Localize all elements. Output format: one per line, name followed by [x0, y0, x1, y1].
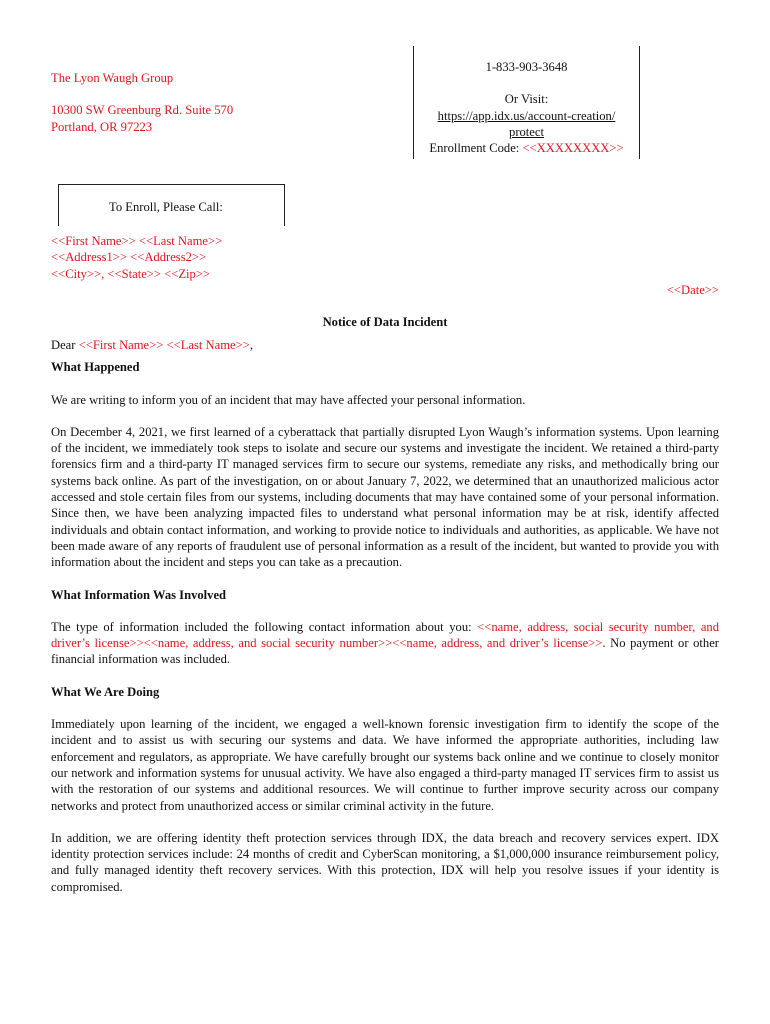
enrollment-info-box: [413, 46, 640, 159]
recipient-name: <<First Name>> <<Last Name>>: [51, 234, 223, 248]
recipient-city-state-zip: <<City>>, <<State>> <<Zip>>: [51, 266, 211, 281]
paragraph: On December 4, 2021, we first learned of a cyberattack that partially disrupted Lyon Waugh’s information systems. Upon learning of the incident, we immediately took steps to isolate and secure our systems and investigate the incident. We retained a third-party forensics firm and a third-party IT managed services firm to secure our systems, remediate any risks, and methodically bring our systems back online. As part of the investigation, on or about January 7, 2022, we determined that an unauthorized malicious actor accessed and stole certain files from our systems, including documents that may have contained some of your personal information. Since then, we have been analyzing impacted files to understand what personal information may be at risk, identify affected individuals and obtain contact information, and working to provide notice to individuals and authorities, as applicable. We have not been made aware of any reports of fraudulent use of personal information as a result of the incident, but wanted to provide you with information about the incident and steps you can take as a precaution.: [51, 424, 719, 570]
enroll-visit-label: Or Visit:: [504, 92, 549, 107]
sender-address-line2: Portland, OR 97223: [51, 119, 153, 134]
enroll-call-label: To Enroll, Please Call:: [109, 200, 223, 214]
heading-what-we-are-doing: What We Are Doing: [51, 684, 160, 699]
sender-address-line1: 10300 SW Greenburg Rd. Suite 570: [51, 103, 234, 118]
paragraph: Immediately upon learning of the incident, we engaged a well-known forensic investigation firm to identify the scope of the incident and to assist us with securing our systems and data. We have informed the appropriate authorities, including law enforcement and regulators, as appropriate. We have carefully brought our systems back online and we continue to closely monitor our network and information systems for unusual activity. We have also engaged a third-party managed IT services firm to assist us with the restoration of our systems and additional resources. We will continue to further improve security across our company networks and protect from unauthorized access or similar criminal activity in the future.: [51, 717, 719, 813]
letter-title: Notice of Data Incident: [322, 315, 448, 329]
sender-block: [51, 70, 233, 135]
letter-body: [51, 337, 719, 895]
enroll-phone: 1-833-903-3648: [485, 60, 568, 74]
letter-date: <<Date>>: [666, 283, 719, 297]
recipient-address-line: <<Address1>> <<Address2>>: [51, 250, 207, 265]
paragraph: In addition, we are offering identity theft protection services through IDX, the data breach and recovery services expert. IDX identity protection services include: 24 months of credit and CyberScan monitoring, a $1,000,000 insurance reimbursement policy, and fully managed identity theft recovery services. With this protection, IDX will help you resolve issues if your identity is compromised.: [51, 830, 719, 894]
enroll-call-box: [58, 184, 285, 226]
enroll-url-link-cont[interactable]: protect: [509, 124, 544, 139]
sender-name: The Lyon Waugh Group: [51, 71, 174, 85]
enrollment-code-value: <<XXXXXXXX>>: [522, 141, 624, 156]
enrollment-code: Enrollment Code: <<XXXXXXXX>>: [429, 141, 624, 156]
paragraph: We are writing to inform you of an incident that may have affected your personal information.: [51, 392, 526, 407]
recipient-address: [51, 233, 222, 282]
heading-what-happened: What Happened: [51, 360, 140, 375]
paragraph-information-involved: The type of information included the following contact information about you: <<name, address, social security number, and driver’s license>><<name, address, and social security number>><<name, address, and driver’s license>>. No payment or other financial information was included.: [51, 619, 719, 667]
salutation: Dear <<First Name>> <<Last Name>>,: [51, 338, 253, 352]
heading-information-involved: What Information Was Involved: [51, 587, 227, 602]
enroll-url-link[interactable]: https://app.idx.us/account-creation/: [437, 108, 616, 123]
